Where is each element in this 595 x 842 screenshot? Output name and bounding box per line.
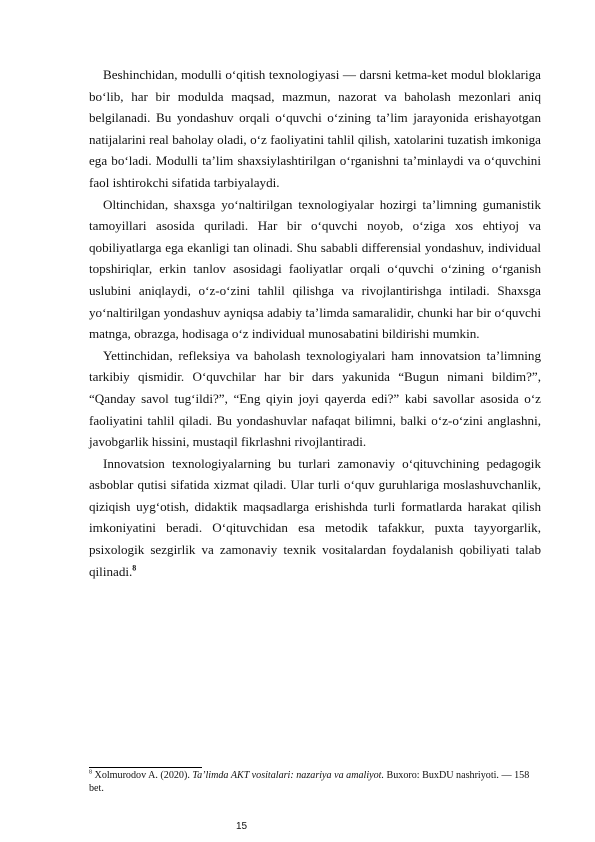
paragraph-3: Yettinchidan, refleksiya va baholash texnologiyalari ham innovatsion ta’limning tarkibiy qismidir. O‘quvchilar har bir dars yakunida “Bugun nimani bildim?”, “Qanday savol tug‘ildi?”, “Eng qiyin joyi qayerda edi?” kabi savollar asosida o‘z faoliyatini tahlil qiladi. Bu yondashuvlar nafaqat bilimni, balki o‘z-o‘zini anglashni, javobgarlik hissini, mustaqil fikrlashni rivojlantiradi. bbox=[89, 347, 541, 450]
footnote-author: Xolmurodov A. (2020). bbox=[94, 770, 193, 781]
footnote bbox=[89, 770, 541, 795]
footnote-reference: 8 bbox=[132, 563, 137, 573]
paragraph-1: Beshinchidan, modulli o‘qitish texnologiyasi — darsni ketma-ket modul bloklariga bo‘lib, har bir modulda maqsad, mazmun, nazorat va baholash mezonlari aniq belgilanadi. Bu yondashuv orqali o‘quvchi o‘zining ta’lim jarayonida erishayotgan natijalarini real baholay oladi, o‘z faoliyatini tahlil qilish, xatolarini tuzatish imkoniga ega bo‘ladi. Modulli ta’lim shaxsiylashtirilgan o‘rganishni ta’minlaydi va o‘quvchini faol ishtirokchi sifatida tarbiyalaydi. bbox=[89, 67, 541, 190]
paragraph-4-text: Innovatsion texnologiyalarning bu turlari zamonaviy o‘qituvchining pedagogik asboblar qutisi sifatida xizmat qiladi. Ular turli o‘quv guruhlariga moslashuvchanlik, qiziqish uyg‘otish, didaktik maqsadlarga erishishda turli formatlarda harakat qilish imkoniyatini beradi. O‘qituvchidan esa metodik tafakkur, puxta tayyorgarlik, psixologik sezgirlik va zamonaviy texnik vositalardan foydalanish qobiliyati talab qilinadi. bbox=[89, 455, 541, 579]
footnote-marker: 8 bbox=[89, 769, 92, 776]
paragraph-2: Oltinchidan, shaxsga yo‘naltirilgan texnologiyalar hozirgi ta’limning gumanistik tamoyillari asosida quriladi. Har bir o‘quvchi noyob, o‘ziga xos ehtiyoj va qobiliyatlarga ega ekanligi tan olinadi. Shu sababli differensial yondashuv, individual topshiriqlar, erkin tanlov asosidagi faoliyatlar orqali o‘quvchi o‘zining o‘rganish uslubini aniqlaydi, o‘z-o‘zini tahlil qilishga va rivojlantirishga intiladi. Shaxsga yo‘naltirilgan yondashuv ayniqsa adabiy ta’limda samaralidir, chunki har bir o‘quvchi matnga, obrazga, hodisaga o‘z individual munosabatini bildirishi mumkin. bbox=[89, 196, 541, 342]
footnote-publisher: Buxoro: BuxDU nashriyoti. — 158 bet. bbox=[89, 770, 530, 794]
document-body bbox=[89, 64, 541, 582]
paragraph-4 bbox=[89, 453, 541, 583]
footnote-title: Ta’limda AKT vositalari: nazariya va amaliyot. bbox=[192, 770, 384, 781]
footnote-divider bbox=[89, 767, 202, 768]
page-number: 15 bbox=[235, 821, 248, 832]
